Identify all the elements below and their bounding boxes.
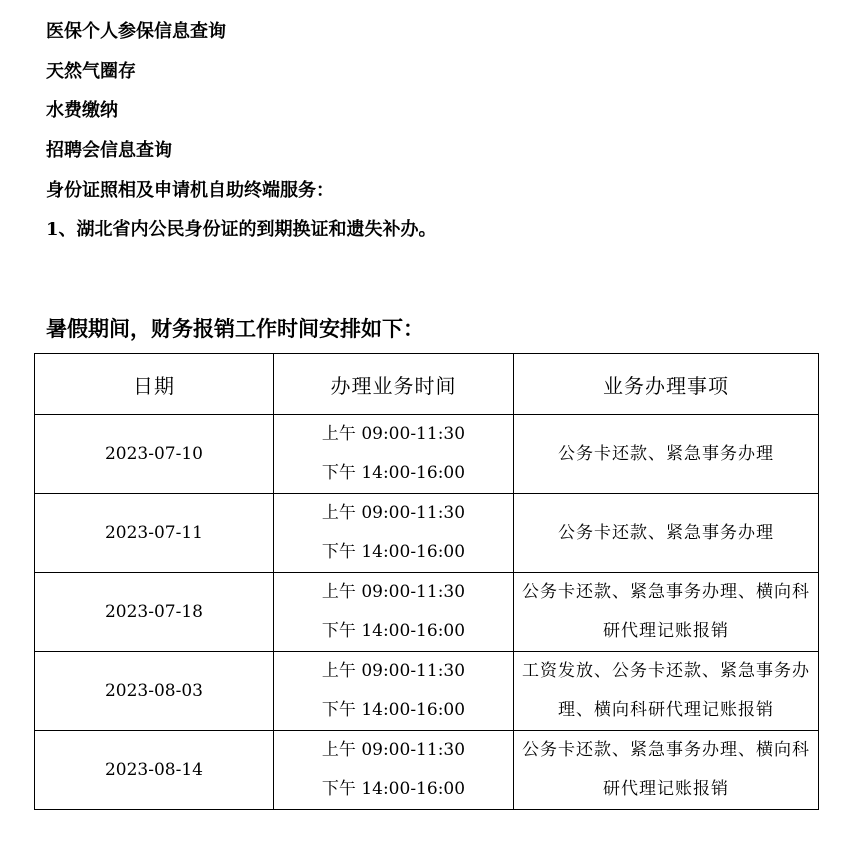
row-date: 2023-07-18 bbox=[35, 573, 274, 652]
afternoon-hours: 下午 14:00-16:00 bbox=[321, 700, 466, 720]
morning-hours: 上午 09:00-11:30 bbox=[321, 582, 466, 602]
afternoon-hours: 下午 14:00-16:00 bbox=[321, 779, 466, 799]
row-date: 2023-08-14 bbox=[35, 731, 274, 810]
table-row bbox=[35, 652, 819, 731]
row-date: 2023-07-11 bbox=[35, 494, 274, 573]
service-item-job-fair: 招聘会信息查询 bbox=[46, 140, 172, 161]
morning-hours: 上午 09:00-11:30 bbox=[321, 661, 466, 681]
row-items bbox=[514, 494, 819, 573]
business-items: 公务卡还款、紧急事务办理、横向科研代理记账报销 bbox=[522, 740, 810, 799]
service-item-id-card-renewal: 1、湖北省内公民身份证的到期换证和遗失补办。 bbox=[46, 219, 437, 240]
header-time: 办理业务时间 bbox=[274, 354, 514, 415]
row-time bbox=[274, 573, 514, 652]
row-date: 2023-08-03 bbox=[35, 652, 274, 731]
service-item-id-card-terminal: 身份证照相及申请机自助终端服务： bbox=[46, 180, 334, 201]
row-time bbox=[274, 494, 514, 573]
morning-hours: 上午 09:00-11:30 bbox=[321, 424, 466, 444]
header-date: 日期 bbox=[35, 354, 274, 415]
row-time bbox=[274, 415, 514, 494]
row-date: 2023-07-10 bbox=[35, 415, 274, 494]
business-items: 工资发放、公务卡还款、紧急事务办理、横向科研代理记账报销 bbox=[522, 661, 810, 720]
schedule-table bbox=[34, 353, 819, 810]
service-item-medical-insurance: 医保个人参保信息查询 bbox=[46, 21, 226, 42]
business-items: 公务卡还款、紧急事务办理 bbox=[558, 522, 774, 543]
row-time bbox=[274, 731, 514, 810]
table-header-row bbox=[35, 354, 819, 415]
business-items: 公务卡还款、紧急事务办理、横向科研代理记账报销 bbox=[522, 582, 810, 641]
row-time bbox=[274, 652, 514, 731]
table-row bbox=[35, 731, 819, 810]
table-row bbox=[35, 573, 819, 652]
service-item-water-fee: 水费缴纳 bbox=[46, 100, 118, 121]
table-row bbox=[35, 494, 819, 573]
afternoon-hours: 下午 14:00-16:00 bbox=[321, 621, 466, 641]
row-items bbox=[514, 573, 819, 652]
afternoon-hours: 下午 14:00-16:00 bbox=[321, 463, 466, 483]
service-item-gas-recharge: 天然气圈存 bbox=[46, 61, 136, 82]
business-items: 公务卡还款、紧急事务办理 bbox=[558, 443, 774, 464]
schedule-heading: 暑假期间，财务报销工作时间安排如下： bbox=[46, 316, 424, 341]
table-row bbox=[35, 415, 819, 494]
row-items bbox=[514, 415, 819, 494]
row-items bbox=[514, 652, 819, 731]
row-items bbox=[514, 731, 819, 810]
morning-hours: 上午 09:00-11:30 bbox=[321, 503, 466, 523]
morning-hours: 上午 09:00-11:30 bbox=[321, 740, 466, 760]
header-items: 业务办理事项 bbox=[514, 354, 819, 415]
afternoon-hours: 下午 14:00-16:00 bbox=[321, 542, 466, 562]
